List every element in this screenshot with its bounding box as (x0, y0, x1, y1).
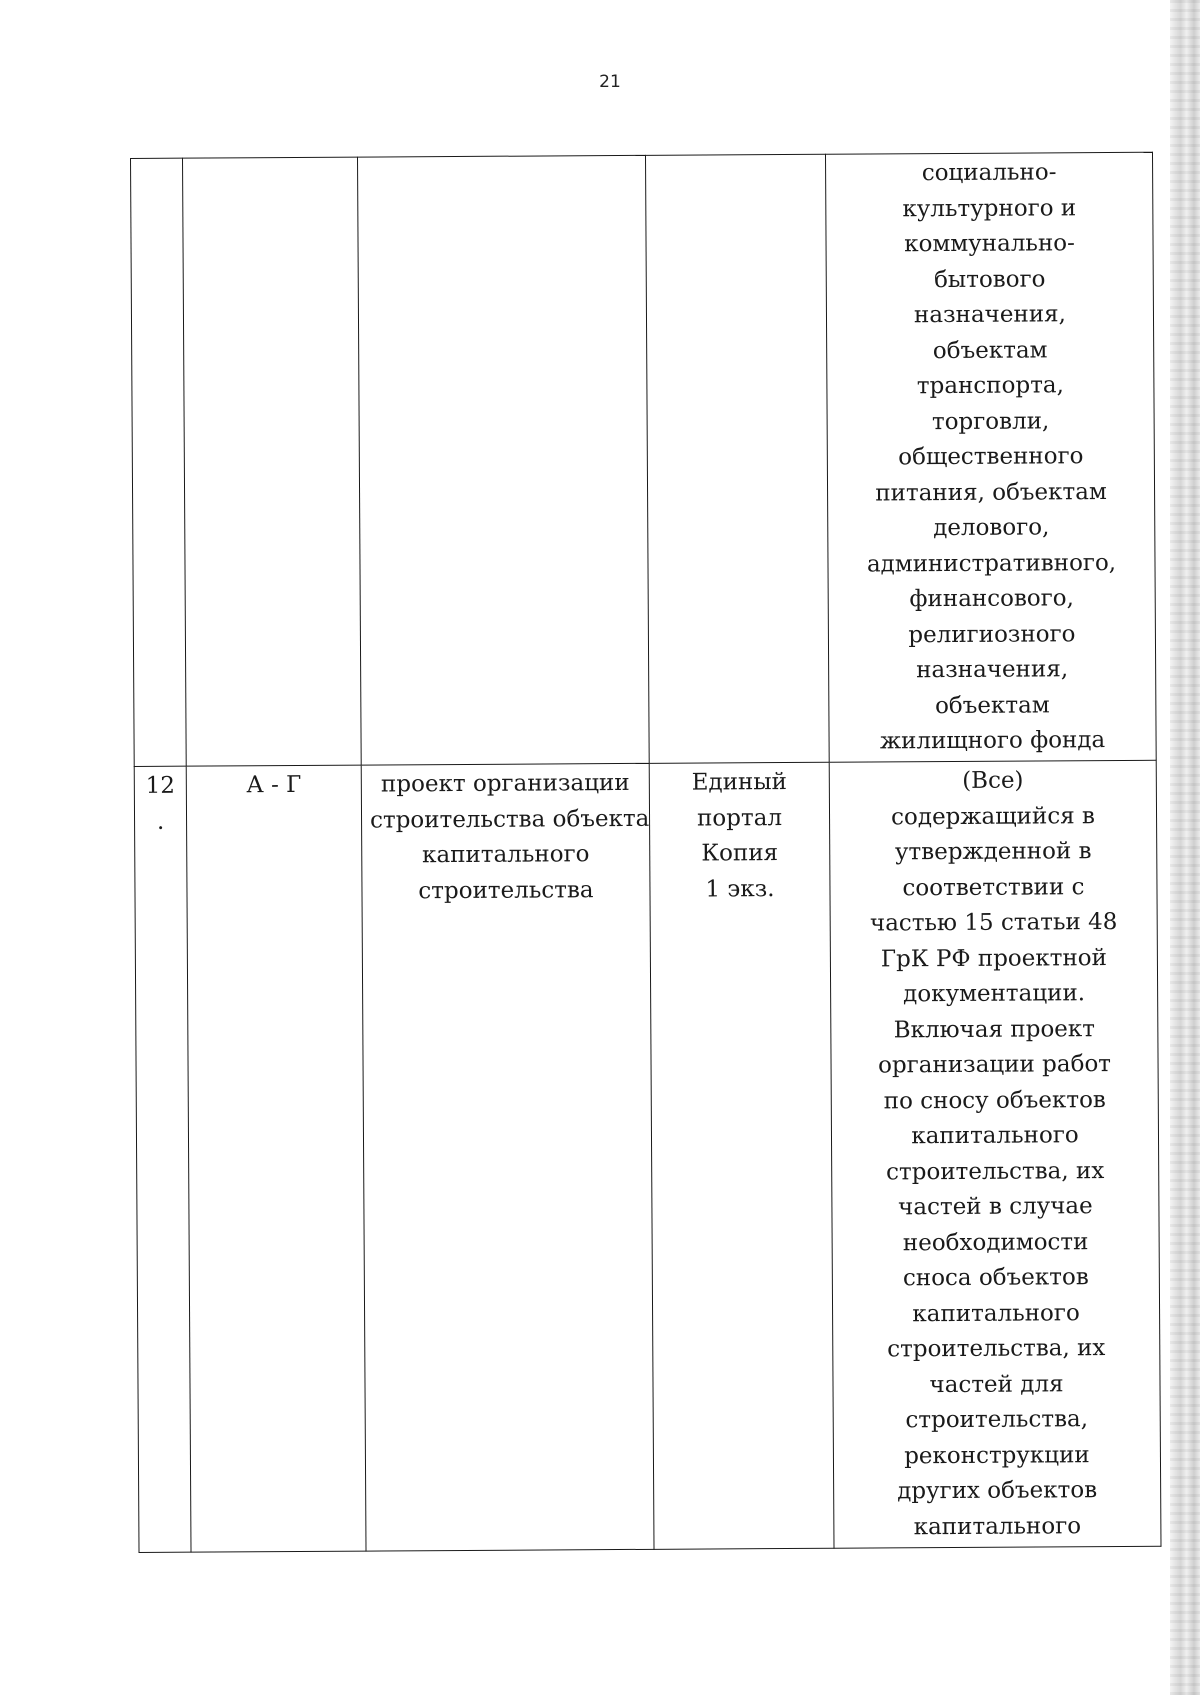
description-line: капитального (913, 1512, 1082, 1540)
description-line: коммунально- (904, 230, 1075, 258)
source-line: 1 экз. (705, 875, 775, 902)
source-line: Единый (691, 768, 788, 796)
document-line: строительства объекта (369, 805, 650, 834)
description-line: содержащийся в (891, 802, 1096, 830)
table-row-continuation (131, 152, 1157, 766)
cell-description-continuation (825, 152, 1156, 762)
description-line: капитального (911, 1122, 1079, 1150)
description-line: жилищного фонда (879, 727, 1106, 755)
cell-document-empty (357, 155, 649, 765)
cell-document (361, 763, 654, 1551)
document-line: проект организации (380, 769, 630, 798)
description-line: строительства, их (887, 1335, 1106, 1363)
description-line: бытового (933, 265, 1046, 293)
requirements-table (130, 152, 1162, 1553)
description-line: делового, (933, 514, 1050, 542)
description-line: сноса объектов (902, 1264, 1089, 1292)
description-line: строительства, (905, 1406, 1089, 1434)
description-line: назначения, (913, 301, 1067, 329)
description-line: по сносу объектов (883, 1086, 1106, 1114)
description-line: объектам (932, 336, 1048, 364)
description-line: торговли, (931, 407, 1050, 435)
description-line: организации работ (878, 1051, 1112, 1079)
description-line: частью 15 статьи 48 (869, 908, 1118, 937)
description-line: строительства, их (886, 1157, 1105, 1185)
description-line: административного, (866, 549, 1117, 578)
source-line: портал (696, 804, 783, 832)
cell-number-empty (131, 158, 187, 766)
document-line: строительства (418, 876, 594, 904)
description-line: Включая проект (893, 1015, 1096, 1043)
description-line: религиозного (908, 620, 1076, 648)
description-line: документации. (903, 980, 1086, 1008)
table-row-12 (134, 760, 1161, 1552)
description-line: других объектов (897, 1477, 1098, 1505)
description-line: питания, объектам (875, 478, 1107, 506)
description-line: назначения, (916, 656, 1069, 684)
description-line: утвержденной в (894, 838, 1092, 866)
description-line: (Все) (962, 767, 1024, 794)
scan-edge-artifact (1170, 0, 1200, 1695)
cell-number: 12. (134, 766, 191, 1552)
description-line: частей для (929, 1370, 1064, 1398)
document-line: капитального (421, 841, 590, 869)
description-line: реконструкции (904, 1441, 1090, 1469)
description-line: транспорта, (916, 372, 1065, 400)
description-line: необходимости (902, 1228, 1089, 1256)
cell-description (829, 760, 1161, 1548)
description-line: частей в случае (898, 1193, 1093, 1221)
description-line: соответствии с (902, 873, 1085, 901)
source-line: Копия (701, 840, 779, 867)
page-number: 21 (599, 72, 621, 92)
description-line: общественного (898, 443, 1084, 471)
description-line: объектам (934, 691, 1050, 719)
cell-source-empty (645, 154, 829, 763)
cell-category-empty (183, 157, 362, 766)
description-line: ГрК РФ проектной (880, 944, 1108, 972)
description-line: финансового, (909, 585, 1075, 613)
description-line: капитального (912, 1299, 1080, 1327)
cell-source (649, 762, 834, 1549)
description-line: социально- (921, 159, 1057, 187)
description-line: культурного и (902, 194, 1077, 222)
cell-category: А - Г (186, 765, 366, 1552)
